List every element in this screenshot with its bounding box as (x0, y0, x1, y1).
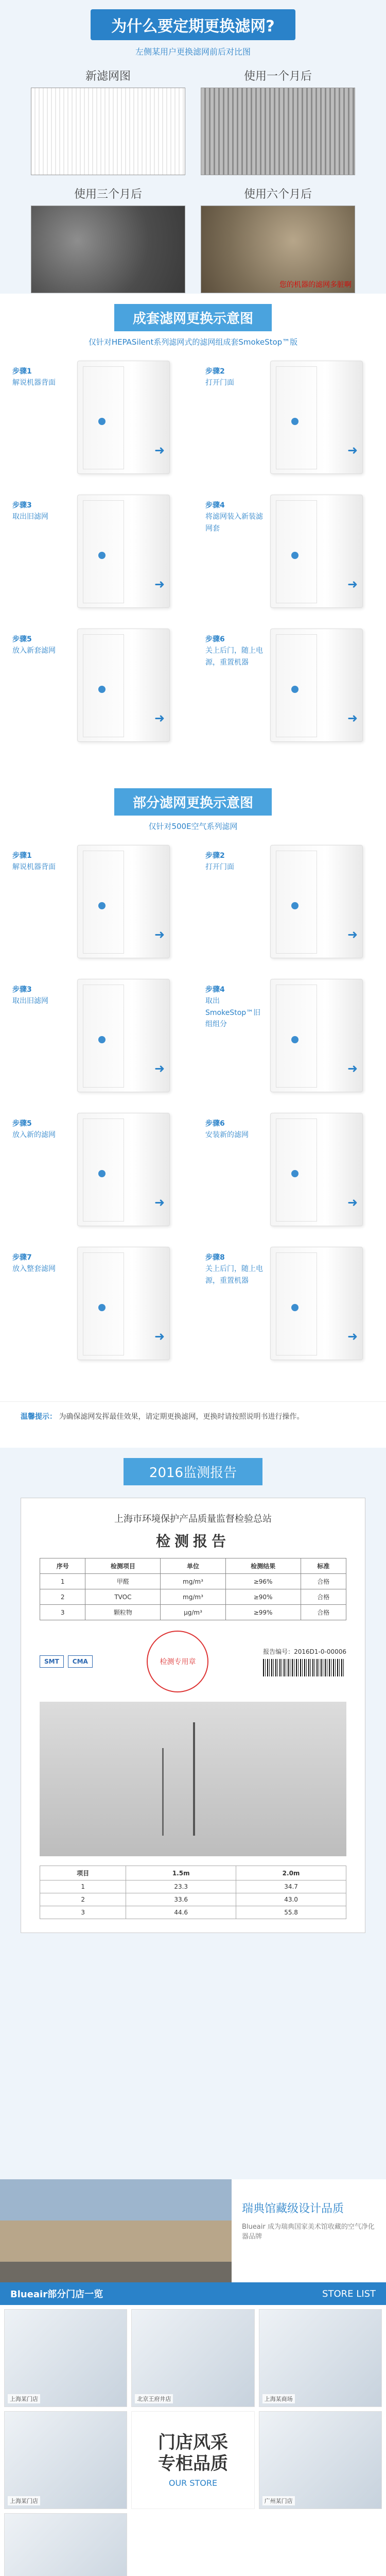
filter-image-3month (31, 206, 185, 293)
report-number: 报告编号：2016D1-0-00006 (263, 1648, 346, 1655)
table-cell: 甲醛 (85, 1574, 161, 1589)
filter-label: 使用三个月后 (74, 188, 142, 201)
filter-image-1month (201, 88, 355, 175)
step-number: 步骤3 (12, 501, 32, 510)
table-cell: 颗粒物 (85, 1605, 161, 1620)
table-cell: 3 (40, 1605, 85, 1620)
step-description: 取出旧滤网 (12, 513, 48, 521)
result-header-cell: 1.5m (126, 1866, 236, 1880)
step-number: 步骤8 (205, 1253, 225, 1262)
step-row (0, 1236, 386, 1370)
table-cell: mg/m³ (161, 1589, 225, 1605)
step-cell (193, 1236, 386, 1370)
table-cell: 55.8 (236, 1906, 346, 1919)
arrow-icon: ➜ (347, 1329, 358, 1344)
blueair-badge-icon (98, 1170, 106, 1177)
step-row (0, 618, 386, 752)
table-cell: mg/m³ (161, 1574, 225, 1589)
step-number: 步骤5 (12, 635, 32, 643)
step-description: 放入新套滤网 (12, 647, 56, 655)
step-number: 步骤1 (12, 367, 32, 376)
step-number: 步骤7 (12, 1253, 32, 1262)
table-cell: 34.7 (236, 1880, 346, 1893)
step-description: 放入新的滤网 (12, 1131, 56, 1140)
blueair-badge-icon (98, 1036, 106, 1043)
step-text (12, 634, 74, 657)
report-header-cell: 检测结果 (225, 1558, 301, 1574)
store-photo (131, 2309, 254, 2407)
steps-a-title: 成套滤网更换示意图 (114, 304, 272, 331)
step-description: 打开门面 (205, 379, 234, 387)
arrow-icon: ➜ (154, 711, 165, 725)
award-line2: Blueair 成为瑞典国家美术馆收藏的空气净化器品牌 (242, 2223, 375, 2241)
step-text (205, 1252, 267, 1286)
step-number: 步骤5 (12, 1120, 32, 1128)
step-number: 步骤2 (205, 367, 225, 376)
arrow-icon: ➜ (154, 443, 165, 457)
step-number: 步骤3 (12, 986, 32, 994)
table-row (40, 1605, 346, 1620)
step-cell (0, 835, 193, 969)
store-feature-title: 门店风采 专柜品质 (157, 2432, 228, 2474)
store-feature (131, 2411, 254, 2509)
store-section (0, 2282, 386, 2576)
filter-label: 新滤网图 (85, 70, 131, 83)
step-text (12, 984, 74, 1007)
filter-card-1month (201, 67, 355, 175)
steps-b-subtitle: 仅针对500E空气系列滤网 (148, 822, 238, 831)
filter-image-6month (201, 206, 355, 293)
table-cell: μg/m³ (161, 1605, 225, 1620)
store-caption: 北京王府井店 (135, 2394, 173, 2403)
filter-card-3month (31, 185, 185, 293)
table-cell: 33.6 (126, 1893, 236, 1906)
arrow-icon: ➜ (347, 577, 358, 591)
report-title: 2016监测报告 (124, 1458, 262, 1485)
filter-card-6month (201, 185, 355, 293)
step-description: 关上后门，随上电源，重置机器 (205, 1265, 263, 1285)
test-rig-icon (193, 1722, 195, 1836)
report-header-cell: 单位 (161, 1558, 225, 1574)
step-text (12, 1252, 74, 1275)
steps-b-rows (0, 835, 386, 1370)
test-photo (40, 1702, 346, 1856)
arrow-icon: ➜ (347, 1061, 358, 1076)
step-text (205, 984, 267, 1030)
report-header-cell: 序号 (40, 1558, 85, 1574)
table-row (40, 1589, 346, 1605)
store-photo (4, 2411, 127, 2509)
step-row (0, 484, 386, 618)
step-number: 步骤6 (205, 1120, 225, 1128)
museum-photo (0, 2179, 232, 2282)
test-rig-icon (162, 1748, 164, 1836)
table-row (40, 1893, 346, 1906)
report-org: 上海市环境保护产品质量监督检验总站 (114, 1514, 272, 1524)
step-row (0, 350, 386, 484)
table-cell: 44.6 (126, 1906, 236, 1919)
store-brand: Blueair部分门店一览 (10, 2289, 103, 2300)
steps-b-section (0, 778, 386, 1401)
blueair-badge-icon (98, 418, 106, 425)
tip-text: 为确保滤网发挥最佳效果，请定期更换滤网，更换时请按照说明书进行操作。 (59, 1413, 304, 1421)
arrow-icon: ➜ (154, 577, 165, 591)
blueair-badge-icon (291, 552, 299, 559)
award-line1: 瑞典馆藏级设计品质 (242, 2202, 344, 2215)
cert-logo: SMT (40, 1655, 64, 1668)
step-cell (0, 1103, 193, 1236)
filter-note: 您的机器的滤网多脏啊 (279, 280, 352, 289)
cert-row (40, 1631, 346, 1692)
step-number: 步骤1 (12, 852, 32, 860)
table-cell: 2 (40, 1893, 126, 1906)
table-cell: 合格 (301, 1589, 346, 1605)
step-description: 解说机器背面 (12, 863, 56, 872)
table-cell: TVOC (85, 1589, 161, 1605)
blueair-badge-icon (291, 902, 299, 909)
report-table (40, 1558, 346, 1620)
report-document (21, 1498, 365, 1933)
arrow-icon: ➜ (347, 443, 358, 457)
store-caption: 上海某门店 (8, 2496, 40, 2505)
step-cell (0, 618, 193, 752)
step-cell (193, 618, 386, 752)
table-cell: 合格 (301, 1605, 346, 1620)
step-text (12, 1118, 74, 1141)
step-description: 取出旧滤网 (12, 997, 48, 1006)
steps-a-section (0, 294, 386, 778)
arrow-icon: ➜ (154, 1329, 165, 1344)
step-cell (193, 350, 386, 484)
table-cell: ≥96% (225, 1574, 301, 1589)
why-subtitle: 左侧某用户更换滤网前后对比图 (135, 47, 251, 57)
step-description: 安装新的滤网 (205, 1131, 249, 1140)
report-header-cell: 检测项目 (85, 1558, 161, 1574)
table-cell: 3 (40, 1906, 126, 1919)
steps-a-rows (0, 350, 386, 752)
step-number: 步骤6 (205, 635, 225, 643)
step-description: 放入整套滤网 (12, 1265, 56, 1274)
award-section (0, 2179, 386, 2282)
arrow-icon: ➜ (154, 927, 165, 942)
arrow-icon: ➜ (154, 1061, 165, 1076)
result-table (40, 1866, 346, 1919)
store-photo (4, 2309, 127, 2407)
step-cell (193, 969, 386, 1103)
step-description: 解说机器背面 (12, 379, 56, 387)
step-text (205, 1118, 267, 1141)
table-cell: 23.3 (126, 1880, 236, 1893)
blueair-badge-icon (291, 1170, 299, 1177)
result-header-cell: 项目 (40, 1866, 126, 1880)
arrow-icon: ➜ (154, 1195, 165, 1210)
steps-b-title: 部分滤网更换示意图 (114, 788, 272, 816)
step-row (0, 969, 386, 1103)
store-caption: 上海某门店 (8, 2394, 40, 2403)
step-cell (0, 484, 193, 618)
blueair-badge-icon (291, 686, 299, 693)
step-description: 取出SmokeStop™旧组组分 (205, 997, 261, 1029)
blueair-badge-icon (291, 1036, 299, 1043)
arrow-icon: ➜ (347, 1195, 358, 1210)
steps-a-subtitle: 仅针对HEPASilent系列滤网式的滤网组成套SmokeStop™版 (88, 337, 298, 347)
table-cell: ≥99% (225, 1605, 301, 1620)
step-number: 步骤2 (205, 852, 225, 860)
step-text (205, 500, 267, 534)
step-description: 关上后门，随上电源，重置机器 (205, 647, 263, 667)
cert-logos (40, 1655, 93, 1668)
store-list-label: STORE LIST (322, 2288, 376, 2299)
table-row (40, 1574, 346, 1589)
table-cell: ≥90% (225, 1589, 301, 1605)
table-row (40, 1880, 346, 1893)
filter-grid (0, 57, 386, 303)
why-title: 为什么要定期更换滤网? (91, 9, 295, 40)
table-cell: 合格 (301, 1574, 346, 1589)
step-text (12, 850, 74, 873)
step-description: 将滤网装入新装滤网套 (205, 513, 263, 533)
step-text (205, 850, 267, 873)
step-cell (193, 835, 386, 969)
blueair-badge-icon (98, 1304, 106, 1311)
blueair-badge-icon (98, 552, 106, 559)
step-cell (0, 969, 193, 1103)
why-section (0, 0, 386, 294)
table-row (40, 1906, 346, 1919)
table-cell: 2 (40, 1589, 85, 1605)
store-feature-en: OUR STORE (168, 2478, 218, 2488)
report-doc-title: 检测报告 (155, 1533, 230, 1550)
result-header-cell: 2.0m (236, 1866, 346, 1880)
arrow-icon: ➜ (347, 927, 358, 942)
report-header-cell: 标准 (301, 1558, 346, 1574)
table-cell: 1 (40, 1574, 85, 1589)
step-number: 步骤4 (205, 986, 225, 994)
step-cell (193, 1103, 386, 1236)
filter-image-new (31, 88, 185, 175)
step-text (205, 366, 267, 389)
store-bar (0, 2282, 386, 2305)
step-row (0, 1103, 386, 1236)
report-section (0, 1448, 386, 2179)
store-grid (0, 2305, 386, 2576)
stamp: 检测专用章 (147, 1631, 208, 1692)
step-text (205, 634, 267, 668)
blueair-badge-icon (291, 1304, 299, 1311)
table-cell: 1 (40, 1880, 126, 1893)
store-caption: 上海某商场 (262, 2394, 295, 2403)
step-number: 步骤4 (205, 501, 225, 510)
filter-label: 使用六个月后 (243, 188, 312, 201)
store-photo (259, 2309, 382, 2407)
step-description: 打开门面 (205, 863, 234, 872)
step-row (0, 835, 386, 969)
store-photo (259, 2411, 382, 2509)
store-photo (4, 2513, 127, 2576)
cert-logo: CMA (68, 1655, 93, 1668)
store-caption: 广州某门店 (262, 2496, 295, 2505)
blueair-badge-icon (291, 418, 299, 425)
barcode-icon (263, 1659, 345, 1676)
step-cell (0, 350, 193, 484)
table-cell: 43.0 (236, 1893, 346, 1906)
filter-card-new (31, 67, 185, 175)
tip-label: 温馨提示： (21, 1413, 57, 1421)
filter-label: 使用一个月后 (243, 70, 312, 83)
step-cell (193, 484, 386, 618)
step-cell (0, 1236, 193, 1370)
blueair-badge-icon (98, 686, 106, 693)
tip-note (0, 1401, 386, 1448)
blueair-badge-icon (98, 902, 106, 909)
arrow-icon: ➜ (347, 711, 358, 725)
step-text (12, 500, 74, 523)
step-text (12, 366, 74, 389)
